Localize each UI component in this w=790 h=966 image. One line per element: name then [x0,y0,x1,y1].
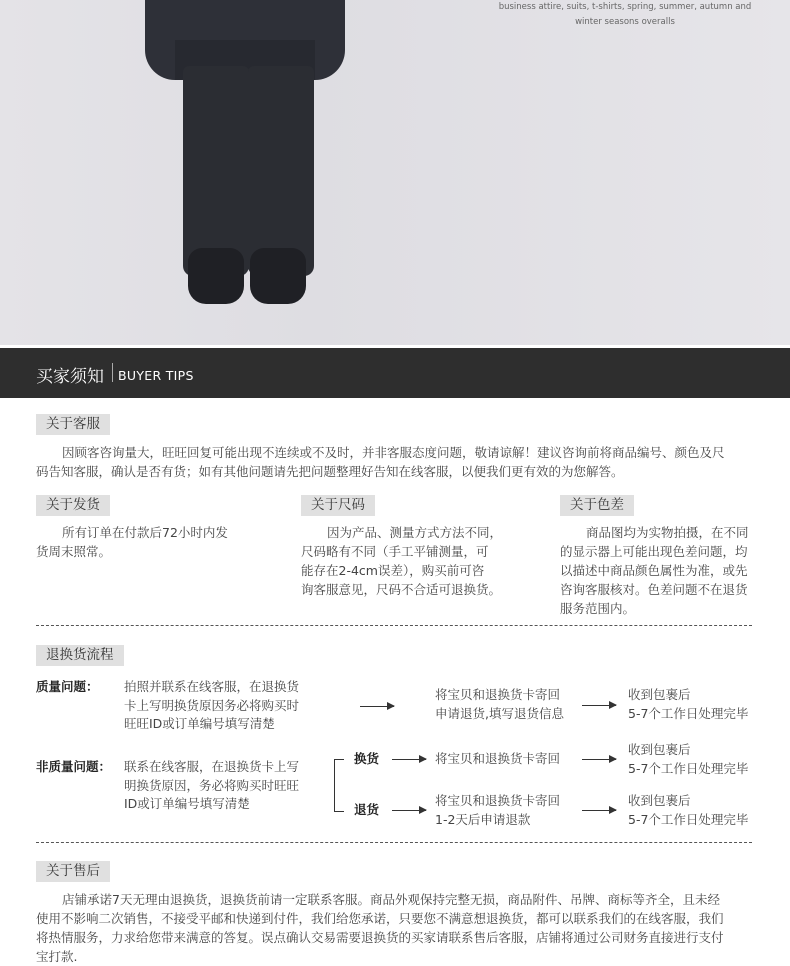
customer-service-text [36,443,756,481]
after-sales-line: 店铺承诺7天无理由退换货，退换货前请一定联系客服。商品外观保持完整无损，商品附件、吊牌、商标等齐全，且未经 [62,892,720,907]
quality-issue-line: 卡上写明换货原因务必将购买时 [124,697,300,713]
quality-issue-line: 拍照并联系在线客服，在退换货 [124,679,300,694]
banner-divider [112,363,113,382]
non-quality-line: 明换货原因，务必将购买时旺旺 [124,777,300,793]
buyer-tips-banner [0,348,790,398]
size-line: 能存在2-4cm误差），购买前可咨 [301,563,485,578]
size-tag: 关于尺码 [301,495,375,516]
size-line: 尺码略有不同（手工平铺测量，可 [301,544,489,559]
quality-issue-line: 旺旺ID或订单编号填写清楚 [124,716,275,731]
return-label: 退货 [354,802,380,817]
color-line: 以描述中商品颜色属性为准，或先 [560,563,748,578]
return-step-line: 1-2天后申请退款 [435,811,531,827]
return-step [435,792,560,829]
after-sales-line: 使用不影响二次销售，不接受平邮和快递到付件，我们给您承诺，只要您不满意想退换货，都可以联系我们的在线客服，我们 [36,911,724,926]
exchange-done [628,741,748,778]
quality-step-line: 将宝贝和退换货卡寄回 [435,687,561,702]
divider-dashed [36,842,752,843]
customer-service-tag: 关于客服 [36,414,110,435]
divider-dashed [36,625,752,626]
shipping-tag: 关于发货 [36,495,110,516]
exchange-done-line: 5-7个工作日处理完毕 [628,760,749,776]
arrow-right-icon [582,759,616,760]
shipping-line: 所有订单在付款后72小时内发 [62,525,228,540]
arrow-right-icon [392,810,426,811]
after-sales-tag: 关于售后 [36,861,110,882]
size-line: 因为产品、测量方式方法不同， [327,525,503,540]
shipping-line: 货周末照常。 [36,544,112,559]
customer-service-line: 码告知客服，确认是否有货；如有其他问题请先把问题整理好告知在线客服，以便我们更有效的为您解答。 [36,464,624,479]
non-quality-line: 联系在线客服，在退换货卡上写 [124,759,300,774]
shipping-text [36,523,256,561]
exchange-done-line: 收到包裹后 [628,742,691,757]
return-step-line: 将宝贝和退换货卡寄回 [435,793,561,808]
color-line: 商品图均为实物拍摄，在不同 [586,525,749,540]
arrow-right-icon [392,759,426,760]
product-photo [0,0,790,345]
pants-right-leg [248,66,314,276]
color-text [560,523,760,618]
banner-title-cn: 买家须知 [36,367,104,387]
color-line: 的显示器上可能出现色差问题，均 [560,544,748,559]
exchange-label: 换货 [354,751,380,766]
color-tag: 关于色差 [560,495,634,516]
banner-title-en: BUYER TIPS [118,368,194,383]
quality-step-line: 5-7个工作日处理完毕 [628,705,749,721]
return-done [628,792,748,829]
boot-right [250,248,306,304]
non-quality-issue-label: 非质量问题： [36,759,112,774]
boot-left [188,248,244,304]
after-sales-line: 宝打款. [36,949,78,964]
quality-issue-text [124,678,324,734]
return-process-tag: 退换货流程 [36,645,124,666]
branch-bracket [334,759,344,812]
non-quality-issue-text [124,758,324,814]
after-sales-text [36,890,756,966]
exchange-step: 将宝贝和退换货卡寄回 [435,751,561,766]
customer-service-line: 因顾客咨询量大，旺旺回复可能出现不连续或不及时，并非客服态度问题，敬请谅解！建议咨询前将商品编号、颜色及尺 [62,445,725,460]
return-done-line: 收到包裹后 [628,793,691,808]
non-quality-line: ID或订单编号填写清楚 [124,796,250,811]
size-text [301,523,521,599]
size-line: 询客服意见，尺码不合适可退换货。 [301,582,502,597]
quality-step-line: 收到包裹后 [628,687,691,702]
color-line: 咨询客服核对。色差问题不在退货 [560,582,748,597]
quality-step-2 [628,686,748,723]
photo-caption: business attire, suits, t-shirts, spring, summer, autumn and winter seasons overalls [498,2,752,27]
arrow-right-icon [582,810,616,811]
arrow-right-icon [582,705,616,706]
quality-step-line: 申请退货,填写退货信息 [435,705,564,721]
quality-issue-label: 质量问题： [36,679,99,694]
color-line: 服务范围内。 [560,601,636,616]
after-sales-line: 将热情服务，力求给您带来满意的答复。误点确认交易需要退换货的买家请联系售后客服，店铺将通过公司财务直接进行支付 [36,930,724,945]
return-done-line: 5-7个工作日处理完毕 [628,811,749,827]
pants-left-leg [183,66,249,276]
arrow-right-icon [360,706,394,707]
quality-step-1 [435,686,564,723]
